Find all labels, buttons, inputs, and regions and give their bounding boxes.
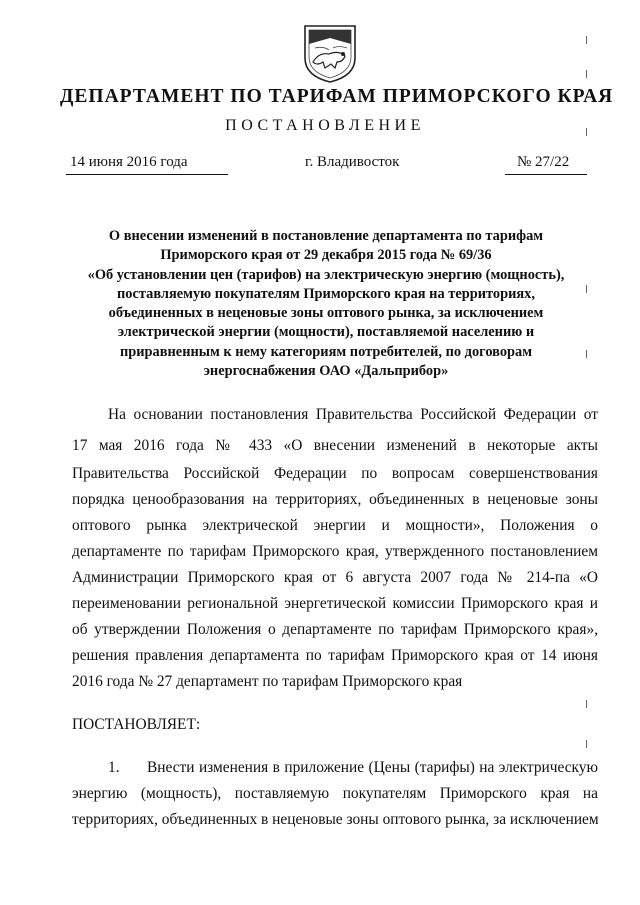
- department-title: ДЕПАРТАМЕНТ ПО ТАРИФАМ ПРИМОРСКОГО КРАЯ: [60, 86, 614, 107]
- scan-margin-mark: [586, 36, 587, 44]
- subject-line: Приморского края от 29 декабря 2015 года № 69/36: [160, 247, 492, 264]
- document-number: № 27/22: [517, 154, 570, 170]
- body-text-line: 2016 года № 27 департамент по тарифам Приморского края: [72, 673, 463, 690]
- item-text-line: энергию (мощность), поставляемую покупателям Приморского края на: [72, 785, 598, 802]
- body-text-line: порядка ценообразования на территориях, объединенных в неценовые зоны: [72, 491, 598, 508]
- date-underline: [66, 174, 228, 175]
- body-text-line: оптового рынка электрической энергии и мощности», Положения о: [72, 517, 598, 534]
- scan-margin-mark: [586, 285, 587, 293]
- resolve-heading: ПОСТАНОВЛЯЕТ:: [72, 716, 201, 733]
- body-text-line: департаменте по тарифам Приморского края, утвержденного постановлением: [72, 543, 598, 560]
- subject-line: энергоснабжения ОАО «Дальприбор»: [203, 363, 449, 380]
- body-text-line: Администрации Приморского края от 6 августа 2007 года № 214-па «О: [72, 569, 598, 586]
- subject-line: приравненным к нему категориям потребителей, по договорам: [119, 343, 533, 360]
- scan-margin-mark: [586, 700, 587, 708]
- item-number: 1.: [108, 759, 120, 776]
- document-date: 14 июня 2016 года: [70, 154, 188, 170]
- document-subject: [66, 227, 586, 381]
- scan-margin-mark: [586, 350, 587, 358]
- body-text-line: решения правления департамента по тарифам Приморского края от 14 июня: [72, 647, 598, 664]
- scan-margin-mark: [586, 128, 587, 136]
- coat-of-arms-icon: [299, 18, 361, 84]
- body-text-line: 17 мая 2016 года № 433 «О внесении изменений в некоторые акты: [72, 437, 598, 454]
- subject-line: О внесении изменений в постановление департамента по тарифам: [108, 228, 544, 244]
- subject-line: объединенных в неценовые зоны оптового рынка, за исключением: [108, 305, 544, 322]
- subject-line: поставляемую покупателям Приморского края на территориях,: [117, 285, 535, 302]
- subject-line: электрической энергии (мощности), поставляемой населению и: [117, 324, 535, 341]
- document-city: г. Владивосток: [305, 154, 400, 170]
- scan-margin-mark: [586, 70, 587, 78]
- body-text-line: об утверждении Положения о департаменте по тарифам Приморского края»,: [72, 621, 598, 638]
- item-text-line: Внести изменения в приложение (Цены (тарифы) на электрическую: [147, 759, 598, 776]
- scan-margin-mark: [586, 740, 587, 748]
- body-text-line: переименовании региональной энергетической комиссии Приморского края и: [72, 595, 598, 612]
- number-underline: [505, 174, 587, 175]
- item-text-line: территориях, объединенных в неценовые зоны оптового рынка, за исключением: [72, 811, 599, 828]
- document-type: ПОСТАНОВЛЕНИЕ: [225, 117, 425, 134]
- body-text-line: Правительства Российской Федерации по вопросам совершенствования: [72, 465, 598, 482]
- body-text-line: На основании постановления Правительства Российской Федерации от: [108, 406, 598, 423]
- subject-line: «Об установлении цен (тарифов) на электрическую энергию (мощность),: [87, 266, 565, 283]
